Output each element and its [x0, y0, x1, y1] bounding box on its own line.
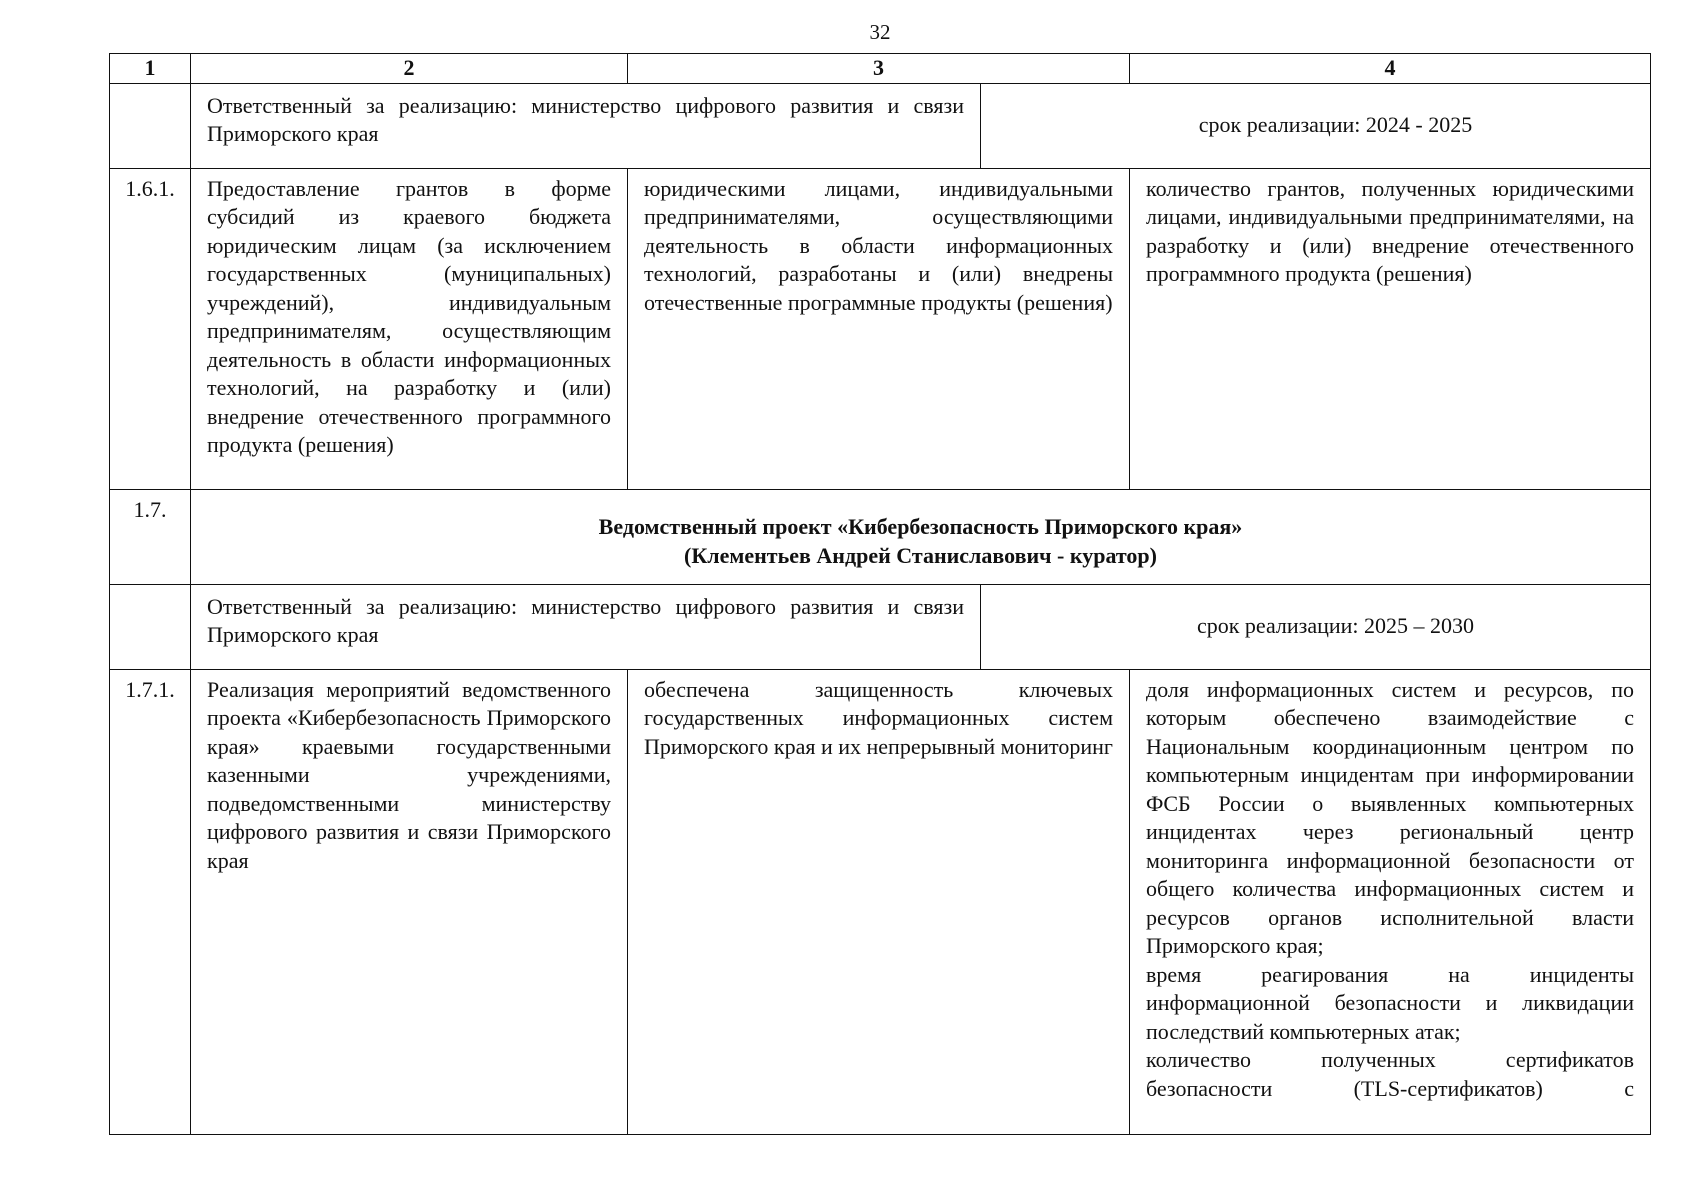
- term-text-2: срок реализации: 2025 – 2030: [981, 584, 1651, 669]
- row-number-1-7-1: 1.7.1.: [110, 669, 191, 1134]
- indicator-cell-1-7-1: [1130, 669, 1651, 1134]
- indicator-2: время реагирования на инциденты информационной безопасности и ликвидации последствий компьютерных атак;: [1146, 961, 1634, 1044]
- table-row-1-6-1: [110, 168, 1651, 489]
- empty-num-cell: [110, 584, 191, 669]
- header-col-3: 3: [628, 54, 1130, 84]
- header-col-1: 1: [110, 54, 191, 84]
- header-col-2: 2: [191, 54, 628, 84]
- task-cell-1-6-1: Предоставление грантов в форме субсидий из краевого бюджета юридическим лицам (за исключением государственных (муниципальных) учреждений), индивидуальным предпринимателям, осуществляющим деятельность в области информационных технологий, на разработку и (или) внедрение отечественного программного продукта (решения): [191, 168, 628, 489]
- responsible-text-2: Ответственный за реализацию: министерство цифрового развития и связи Приморского края: [191, 584, 981, 669]
- task-cell-1-7-1: Реализация мероприятий ведомственного проекта «Кибербезопасность Приморского края» краевыми государственными казенными учреждениями, подведомственными министерству цифрового развития и связи Приморского края: [191, 669, 628, 1134]
- responsible-row-1: [110, 83, 1651, 168]
- header-col-4: 4: [1130, 54, 1651, 84]
- indicator-cell-1-6-1: количество грантов, полученных юридическими лицами, индивидуальными предпринимателями, на разработку и (или) внедрение отечественного программного продукта (решения): [1130, 168, 1651, 489]
- project-title: Ведомственный проект «Кибербезопасность Приморского края»: [598, 514, 1243, 539]
- table-header-row: [110, 54, 1651, 84]
- row-number-1-6-1: 1.6.1.: [110, 168, 191, 489]
- term-text-1: срок реализации: 2024 - 2025: [981, 83, 1651, 168]
- indicator-1: доля информационных систем и ресурсов, по которым обеспечено взаимодействие с Национальным координационным центром по компьютерным инцидентам при информировании ФСБ России о выявленных компьютерных инцидентах через региональный центр мониторинга информационной безопасности от общего количества информационных систем и ресурсов органов исполнительной власти Приморского края;: [1146, 676, 1634, 958]
- page-number: 32: [869, 20, 891, 44]
- result-cell-1-7-1: обеспечена защищенность ключевых государственных информационных систем Приморского края и их непрерывный мониторинг: [628, 669, 1130, 1134]
- responsible-text-1: Ответственный за реализацию: министерство цифрового развития и связи Приморского края: [191, 83, 981, 168]
- indicator-3: количество полученных сертификатов безопасности (TLS-сертификатов) с: [1146, 1047, 1634, 1101]
- responsible-row-2: [110, 584, 1651, 669]
- result-cell-1-6-1: юридическими лицами, индивидуальными предпринимателями, осуществляющими деятельность в области информационных технологий, разработаны и (или) внедрены отечественные программные продукты (решения): [628, 168, 1130, 489]
- program-table: [109, 53, 1651, 1135]
- table-row-1-7-1: [110, 669, 1651, 1134]
- project-row-1-7: [110, 489, 1651, 584]
- row-number-1-7: 1.7.: [110, 489, 191, 584]
- empty-num-cell: [110, 83, 191, 168]
- project-title-cell: [191, 489, 1651, 584]
- project-curator: (Клементьев Андрей Станиславович - куратор): [684, 542, 1157, 568]
